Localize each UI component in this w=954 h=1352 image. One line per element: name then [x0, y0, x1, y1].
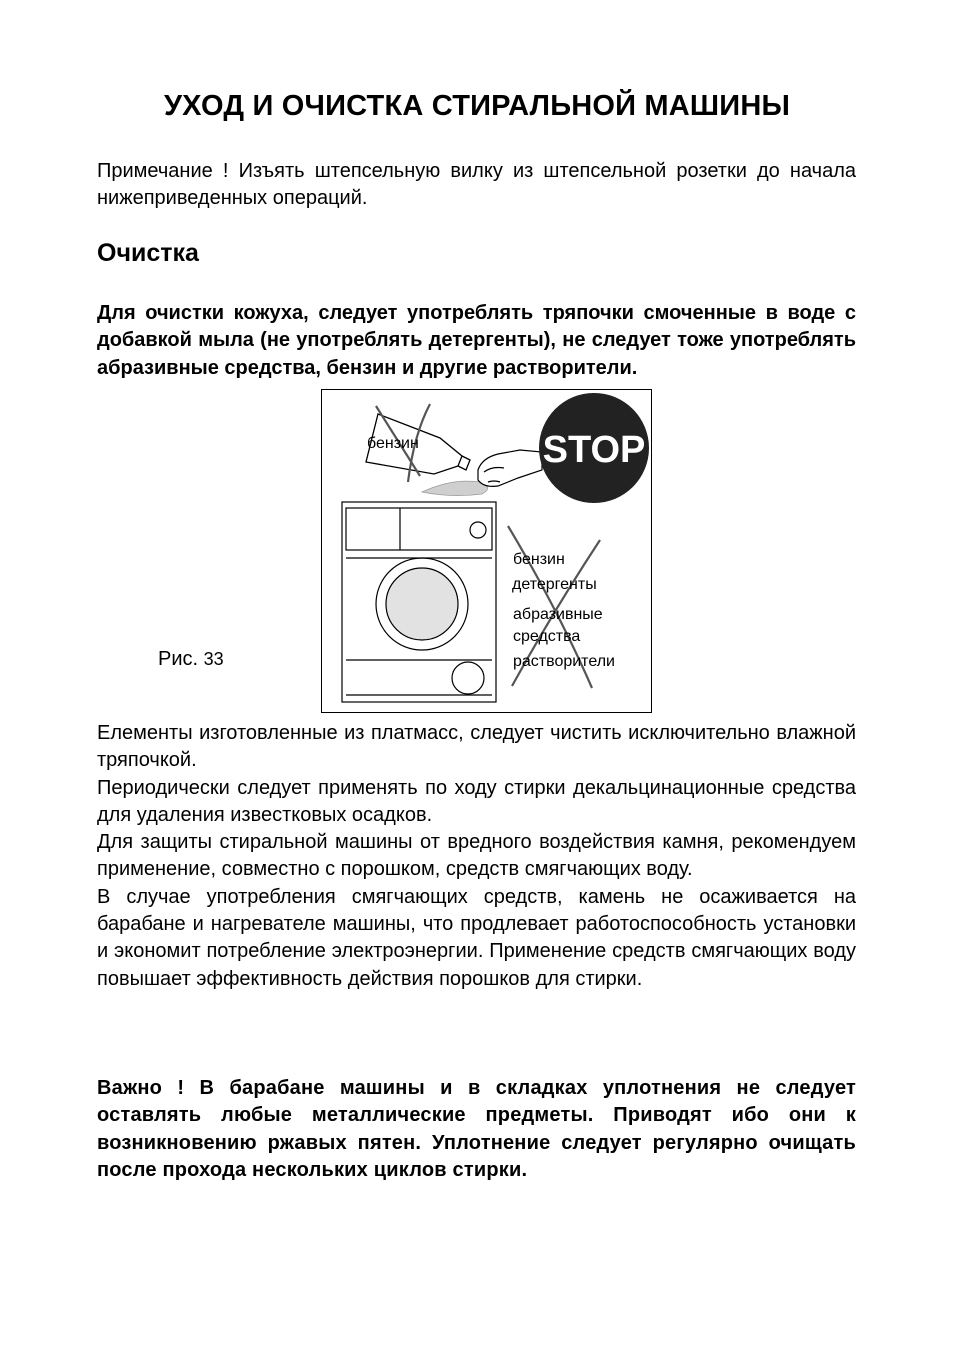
body-paragraph: В случае употребления смягчающих средств, камень не осаживается на барабане и нагревателе машины, что продлевает работоспособность установки и экономит потребление электроэнергии. Применение средств смягчающих воду повышает эффективность действия порошков для стирки. [97, 885, 856, 990]
spill-stain [422, 481, 488, 495]
body-text [97, 720, 856, 993]
washing-machine-icon [342, 502, 496, 702]
body-paragraph: Елементы изготовленные из платмасс, следует чистить исключительно влажной тряпочкой. [97, 722, 856, 772]
page-title: УХОД И ОЧИСТКА СТИРАЛЬНОЙ МАШИНЫ [163, 90, 791, 122]
crossed-item-abrasive: абразивные [513, 606, 603, 623]
figure-caption-prefix: Рис. [158, 648, 199, 670]
crossed-item-solvents: растворители [513, 653, 615, 670]
crossed-item-agents: средства [513, 628, 581, 645]
figure-caption [158, 648, 224, 671]
body-paragraph: Для защиты стиральной машины от вредного воздействия камня, рекомендуем применение, совместно с порошком, средств смягчающих воду. [97, 831, 856, 881]
disconnect-note: Примечание ! Изъять штепсельную вилку из штепсельной розетки до начала нижеприведенных операций. [97, 160, 856, 210]
figure-caption-number: 33 [203, 649, 224, 669]
crossed-item-detergents: детергенты [512, 576, 597, 593]
cleaning-warning: Для очистки кожуха, следует употреблять тряпочки смоченные в воде с добавкой мыла (не употреблять детергенты), не следует тоже употреблять абразивные средства, бензин и другие растворители. [97, 302, 856, 379]
section-heading-cleaning: Очистка [97, 239, 199, 267]
stop-sign-icon [539, 393, 649, 503]
hand-wiping-icon [478, 450, 542, 486]
body-paragraph: Периодически следует применять по ходу стирки декальцинационные средства для удаления известковых осадков. [97, 776, 856, 826]
crossed-item-benzine: бензин [513, 551, 565, 568]
important-warning: Важно ! В барабане машины и в складках уплотнения не следует оставлять любые металлические предметы. Приводят ибо они к возникновению ржавых пятен. Уплотнение следует регулярно очищать после прохода нескольких циклов стирки. [97, 1077, 856, 1181]
bottle-label: бензин [367, 435, 419, 452]
figure-33-illustration [321, 389, 652, 713]
stop-sign-text: STOP [542, 429, 646, 471]
